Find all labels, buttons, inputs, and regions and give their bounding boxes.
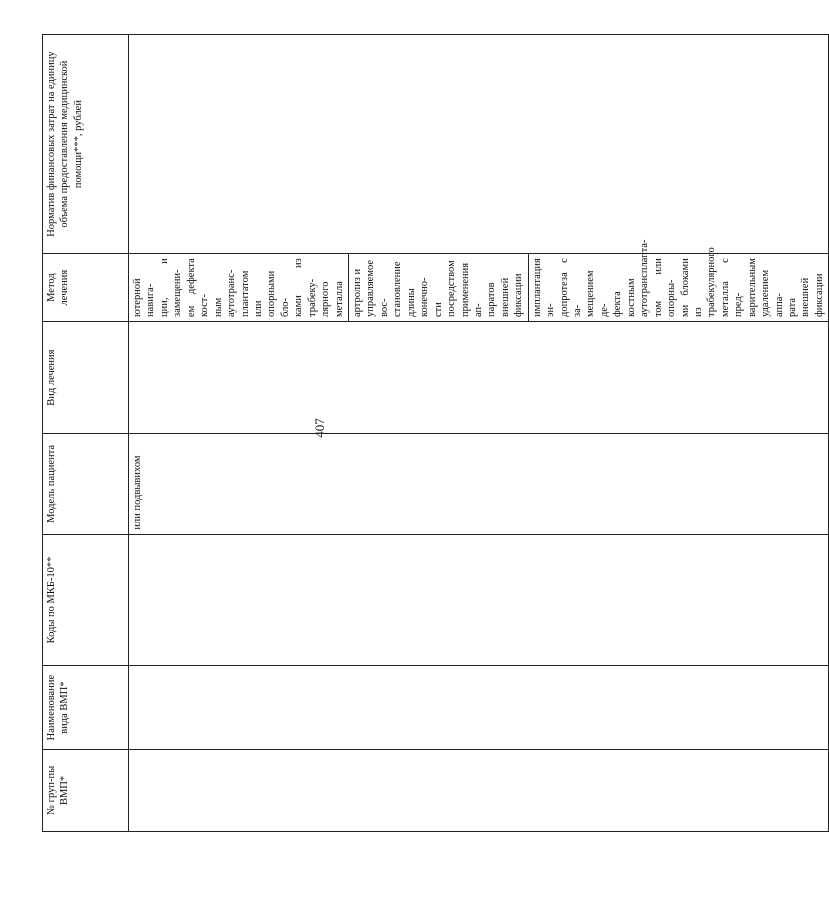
- method-line: ютерной навига-: [132, 278, 157, 318]
- header-group-number: № груп-пы ВМП*: [43, 749, 129, 831]
- method-line: управляемое вос-: [365, 260, 390, 318]
- method-line: аутотрансплanта-: [639, 239, 651, 318]
- method-line: ем дефекта кост-: [185, 258, 211, 318]
- method-line: опорными бло-: [266, 270, 291, 318]
- method-line: удалением аппа-: [760, 269, 785, 318]
- method-block-3: [529, 239, 829, 321]
- method-line: применения ап-: [459, 262, 484, 318]
- header-vmp-name: Наименование вида ВМП*: [43, 666, 129, 749]
- method-line: фекта костным: [612, 278, 637, 318]
- vmp-table: [42, 34, 829, 832]
- method-line: допротеза с за-: [558, 258, 583, 318]
- method-line: имплантация эн-: [531, 258, 557, 318]
- method-line: ми блоками из: [679, 258, 704, 318]
- cell-vmp-name: [129, 666, 829, 749]
- cell-treatment-method: [129, 239, 829, 322]
- header-treatment-type: Вид лечения: [43, 322, 129, 434]
- method-line: трабекулярного: [706, 247, 718, 318]
- cell-patient-model: или подвывихом: [129, 434, 829, 534]
- method-line: длины конечно-: [405, 277, 431, 318]
- cell-cost-standard: [129, 35, 829, 254]
- header-icd-codes: Коды по МКБ-10**: [43, 534, 129, 666]
- method-line: фиксации: [813, 273, 825, 318]
- header-treatment-method: Метод лечения: [43, 254, 129, 322]
- method-line: плантатом или: [239, 270, 264, 318]
- method-line: варительным: [746, 258, 758, 318]
- method-line: ции, и замещени-: [158, 258, 184, 318]
- method-line: мещением де-: [585, 270, 610, 318]
- cell-icd-codes: [129, 534, 829, 666]
- method-block-1: [129, 254, 349, 321]
- header-patient-model: Модель пациента: [43, 434, 129, 534]
- method-line: становление: [392, 261, 404, 318]
- method-line: сти посредством: [432, 260, 458, 318]
- cell-treatment-type: [129, 322, 829, 434]
- method-line: том или опорны-: [652, 258, 678, 318]
- cell-group-number: [129, 749, 829, 831]
- method-line: ным аутотранс-: [212, 269, 238, 318]
- method-line: ками из трабеку-: [293, 258, 318, 318]
- method-block-2: [349, 254, 529, 321]
- method-line: рата внешней: [787, 277, 812, 318]
- header-cost-standard: Норматив финансовых затрат на единицу объема предоставления медицинской помощи***, рублей: [43, 35, 129, 254]
- method-line: паратов внешней: [486, 277, 511, 318]
- table-row: [129, 35, 829, 832]
- page-number: 407: [312, 418, 327, 438]
- table-header-row: [43, 35, 129, 832]
- method-line: металла с пред-: [719, 258, 745, 318]
- method-line: лярного металла: [320, 281, 345, 318]
- rotated-table-container: [42, 34, 825, 832]
- method-line: фиксации: [513, 273, 525, 318]
- method-line: артролиз и: [352, 268, 363, 318]
